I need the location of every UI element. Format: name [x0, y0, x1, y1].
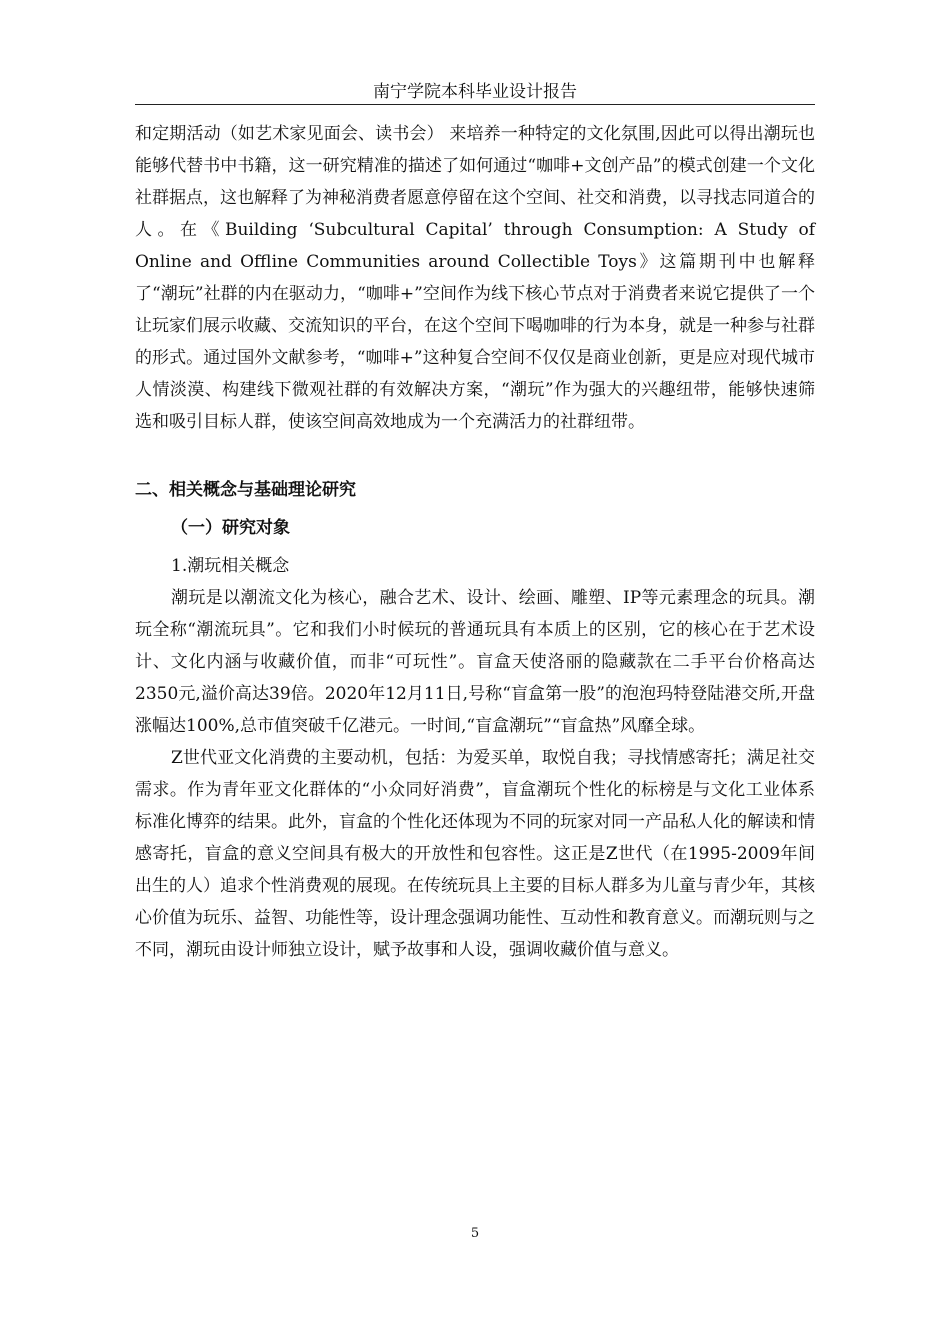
subsubsection-heading: 1.潮玩相关概念: [171, 556, 290, 576]
page-header-title: 南宁学院本科毕业设计报告: [373, 82, 577, 102]
header-divider: [135, 104, 815, 105]
section-heading: 二、相关概念与基础理论研究: [135, 480, 356, 500]
body-paragraph-1: 潮玩是以潮流文化为核心，融合艺术、设计、绘画、雕塑、IP等元素理念的玩具。潮玩全称“潮流玩具”。它和我们小时候玩的普通玩具有本质上的区别，它的核心在于艺术设计、文化内涵与收藏价值，而非“可玩性”。盲盒天使洛丽的隐藏款在二手平台价格高达2350元,溢价高达39倍。2020年12月11日,号称“盲盒第一股”的泡泡玛特登陆港交所,开盘涨幅达100%,总市值突破千亿港元。一时间,“盲盒潮玩”“盲盒热”风靡全球。: [135, 588, 815, 736]
subsection-heading: （一）研究对象: [171, 518, 290, 538]
document-body: [135, 118, 815, 966]
page-number: 5: [470, 1226, 480, 1241]
body-paragraph-2: Z世代亚文化消费的主要动机，包括：为爱买单，取悦自我；寻找情感寄托；满足社交需求。作为青年亚文化群体的“小众同好消费”，盲盒潮玩个性化的标榜是与文化工业体系标准化博弈的结果。此外，盲盒的个性化还体现为不同的玩家对同一产品私人化的解读和情感寄托，盲盒的意义空间具有极大的开放性和包容性。这正是Z世代（在1995-2009年间出生的人）追求个性消费观的展现。在传统玩具上主要的目标人群多为儿童与青少年，其核心价值为玩乐、益智、功能性等，设计理念强调功能性、互动性和教育意义。而潮玩则与之不同，潮玩由设计师独立设计，赋予故事和人设，强调收藏价值与意义。: [135, 748, 815, 960]
continued-paragraph: 和定期活动（如艺术家见面会、读书会） 来培养一种特定的文化氛围,因此可以得出潮玩也能够代替书中书籍，这一研究精准的描述了如何通过“咖啡+文创产品”的模式创建一个文化社群据点，这也解释了为神秘消费者愿意停留在这个空间、社交和消费，以寻找志同道合的人。在《Building ‘Subcultural Capital’ through Consumption: A Study of Online and Offline Communities around Collectible Toys》这篇期刊中也解释了“潮玩”社群的内在驱动力，“咖啡+”空间作为线下核心节点对于消费者来说它提供了一个让玩家们展示收藏、交流知识的平台，在这个空间下喝咖啡的行为本身，就是一种参与社群的形式。通过国外文献参考，“咖啡+”这种复合空间不仅仅是商业创新，更是应对现代城市人情淡漠、构建线下微观社群的有效解决方案，“潮玩”作为强大的兴趣纽带，能够快速筛选和吸引目标人群，使该空间高效地成为一个充满活力的社群纽带。: [135, 124, 815, 432]
